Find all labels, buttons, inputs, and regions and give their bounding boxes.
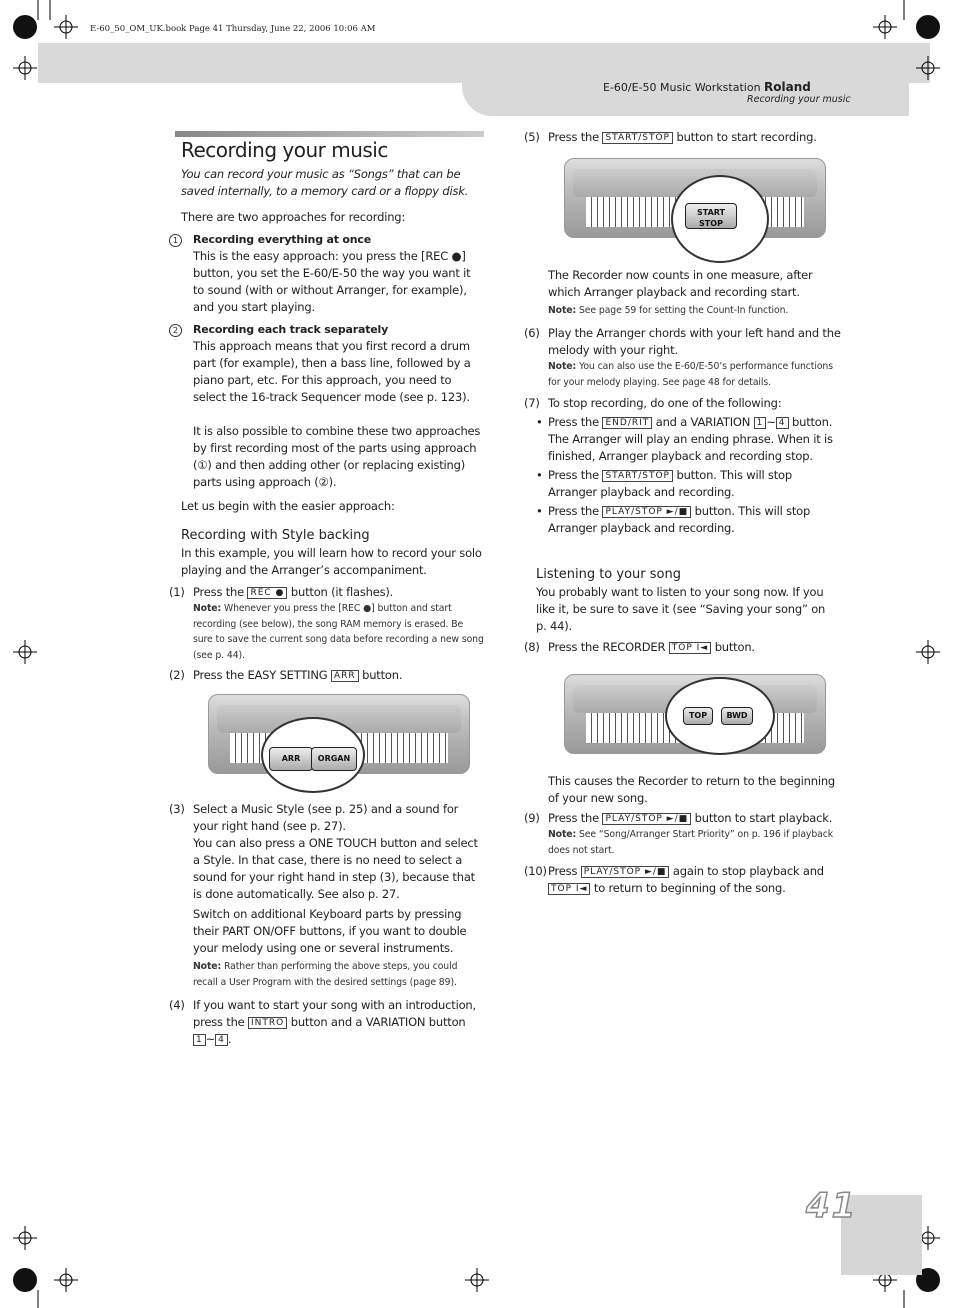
rec-button-label: REC ● <box>247 587 287 599</box>
end-rit-button-label: END/RIT <box>602 417 652 429</box>
step-2-text-b: button. <box>362 668 403 682</box>
step-9-note: See “Song/Arranger Start Priority” on p. 196 if playback does not start. <box>548 829 834 856</box>
sub-heading: Recording with Style backing <box>181 528 370 543</box>
variation-4-label: 4 <box>215 1034 228 1046</box>
step-2 <box>169 667 484 684</box>
step-1-number: (1) <box>169 585 185 599</box>
step-7 <box>524 395 844 412</box>
keyboard-illustration-arr <box>208 694 470 774</box>
bullet-dot: • <box>536 415 543 429</box>
bullet-2-text-a: Press the <box>548 468 599 482</box>
step-3-number: (3) <box>169 802 185 816</box>
note-label: Note: <box>193 961 222 972</box>
step-10-text-a: Press <box>548 864 578 878</box>
step-8-text-b: button. <box>714 640 755 654</box>
step-4-text-a: If you want to start your song with an introduction, press the <box>193 998 476 1029</box>
listen-body: You probably want to listen to your song now. If you like it, be sure to save it (see “Saving your song” on p. 44). <box>536 585 826 633</box>
step-6-body: Play the Arranger chords with your left hand and the melody with your right. <box>548 326 841 357</box>
step-7-number: (7) <box>524 396 540 410</box>
play-stop-button-label: PLAY/STOP ►/■ <box>602 506 691 518</box>
period: . <box>227 1032 232 1046</box>
start-stop-panel-button: START STOP <box>685 203 737 229</box>
start-stop-button-label: START/STOP <box>602 132 673 144</box>
header-product-text: E-60/E-50 Music Workstation <box>603 81 761 94</box>
step-5-text-b: button to start recording. <box>676 130 817 144</box>
approach-1 <box>169 231 484 316</box>
step-9-text-a: Press the <box>548 811 599 825</box>
step-6-note: You can also use the E-60/E-50’s performance functions for your melody playing. See page 48 for details. <box>548 361 833 388</box>
step-10-number: (10) <box>524 864 547 878</box>
brand-logo: Roland <box>764 80 811 94</box>
bullet-3 <box>536 503 836 537</box>
bullet-3-text-b: button. This will stop Arranger playback and recording. <box>548 504 811 535</box>
approach-1-body: This is the easy approach: you press the [REC ●] button, you set the E-60/E-50 the way you want it to sound (with or without Arranger, for example), and you start playing. <box>193 249 471 314</box>
listen-heading: Listening to your song <box>536 567 681 582</box>
step-6-number: (6) <box>524 326 540 340</box>
step-5-number: (5) <box>524 130 540 144</box>
page-title: Recording your music <box>181 138 388 162</box>
tilde: ~ <box>205 1032 216 1046</box>
step-3-body-2: You can also press a ONE TOUCH button and select a Style. In that case, there is no need to select a sound for your right hand in step (3), because that is done automatically. See also p. 27. <box>193 836 478 901</box>
top-panel-button: TOP <box>683 707 713 725</box>
top-button-label: TOP I◄ <box>669 642 711 654</box>
note-label: Note: <box>548 829 577 840</box>
play-stop-button-label: PLAY/STOP ►/■ <box>581 866 670 878</box>
approach-2-body: This approach means that you first record a drum part (for example), then a bass line, followed by a piano part, etc. For this approach, you need to select the 16-track Sequencer mode (see p. 123). <box>193 339 471 404</box>
step-5-note-block <box>548 303 838 319</box>
step-4-number: (4) <box>169 998 185 1012</box>
step-3 <box>169 801 484 990</box>
step-8-text-a: Press the RECORDER <box>548 640 666 654</box>
step-10 <box>524 863 844 897</box>
step-10-text-c: to return to beginning of the song. <box>593 881 786 895</box>
bullet-3-text-a: Press the <box>548 504 599 518</box>
variation-1-label: 1 <box>754 417 767 429</box>
arr-panel-button: ARR <box>269 747 313 771</box>
approach-2-number: 2 <box>169 324 182 337</box>
intro-button-label: INTRO <box>248 1017 287 1029</box>
step-4 <box>169 997 479 1048</box>
step-6 <box>524 325 844 390</box>
step-5-text-a: Press the <box>548 130 599 144</box>
organ-panel-button: ORGAN <box>311 747 357 771</box>
step-3-body-3: Switch on additional Keyboard parts by pressing their PART ON/OFF buttons, if you want to double your melody using one or several instruments. <box>193 907 467 955</box>
keyboard-illustration-start-stop <box>564 158 826 238</box>
bullet-1: • Press the END/RIT and a VARIATION 1 ~ 4 button. The Arranger will play an ending phrase. When it is finished, Arranger playback and recording stop. <box>536 415 833 463</box>
bullet-2-text-b: button. This will stop Arranger playback and recording. <box>548 468 792 499</box>
note-label: Note: <box>548 305 577 316</box>
file-header: E-60_50_OM_UK.book Page 41 Thursday, June 22, 2006 10:06 AM <box>90 24 376 34</box>
step-1-note: Whenever you press the [REC ●] button and start recording (see below), the song RAM memory is erased. Be sure to save the current song data before recording a new song (see p. 44). <box>193 603 484 661</box>
step-4-text-b: button and a VARIATION button <box>290 1015 466 1029</box>
step-2-number: (2) <box>169 668 185 682</box>
intro-text: You can record your music as “Songs” that can be saved internally, to a memory card or a floppy disk. <box>181 167 469 198</box>
approach-2-title: Recording each track separately <box>193 323 389 336</box>
step-7-body: To stop recording, do one of the following: <box>548 396 782 410</box>
step-1 <box>169 584 484 663</box>
header-section: Recording your music <box>747 94 851 105</box>
header-product <box>603 80 811 94</box>
step-1-text-b: button (it flashes). <box>290 585 394 599</box>
bullet-dot: • <box>536 504 543 518</box>
bullet-1-text-b: and a VARIATION <box>655 415 751 429</box>
keyboard-illustration-top <box>564 674 826 754</box>
bullet-1-text-c: button. The Arranger will play an ending phrase. When it is finished, Arranger playback and recording stop. <box>548 415 833 463</box>
approach-1-title: Recording everything at once <box>193 233 371 246</box>
variation-4-label: 4 <box>776 417 789 429</box>
step-5-after: The Recorder now counts in one measure, after which Arranger playback and recording start. <box>548 268 813 299</box>
play-stop-button-label: PLAY/STOP ►/■ <box>602 813 691 825</box>
step-1-text-a: Press the <box>193 585 244 599</box>
top-button-label: TOP I◄ <box>548 883 590 895</box>
bullet-dot: • <box>536 468 543 482</box>
sub-body: In this example, you will learn how to record your solo playing and the Arranger’s accompaniment. <box>181 546 482 577</box>
step-5 <box>524 129 844 146</box>
bwd-panel-button: BWD <box>721 707 753 725</box>
start-stop-button-label: START/STOP <box>602 470 673 482</box>
bullet-1-text-a: Press the <box>548 415 599 429</box>
step-2-text-a: Press the EASY SETTING <box>193 668 328 682</box>
approaches-intro: There are two approaches for recording: <box>181 210 406 224</box>
combine-text: It is also possible to combine these two approaches by first recording most of the parts using approach (①) and then adding other (or replacing existing) parts using approach (②). <box>193 424 481 489</box>
callout-circle <box>665 677 775 755</box>
step-3-body: Select a Music Style (see p. 25) and a sound for your right hand (see p. 27). <box>193 802 459 833</box>
page-number: 41 <box>806 1186 858 1226</box>
step-9-number: (9) <box>524 811 540 825</box>
approach-2 <box>169 321 484 491</box>
title-rule <box>175 131 484 137</box>
step-9 <box>524 810 844 858</box>
step-9-text-b: button to start playback. <box>694 811 833 825</box>
note-label: Note: <box>548 361 577 372</box>
step-8 <box>524 639 844 656</box>
note-label: Note: <box>193 603 222 614</box>
step-3-note: Rather than performing the above steps, you could recall a User Program with the desired settings (page 89). <box>193 961 458 988</box>
step-5-note: See page 59 for setting the Count-In function. <box>579 305 789 316</box>
approach-1-number: 1 <box>169 234 182 247</box>
step-10-text-b: again to stop playback and <box>672 864 824 878</box>
variation-1-label: 1 <box>193 1034 206 1046</box>
arr-button-label: ARR <box>331 670 359 682</box>
step-8-number: (8) <box>524 640 540 654</box>
begin-text: Let us begin with the easier approach: <box>181 499 395 513</box>
step-8-after: This causes the Recorder to return to the beginning of your new song. <box>548 774 836 805</box>
bullet-2 <box>536 467 836 501</box>
